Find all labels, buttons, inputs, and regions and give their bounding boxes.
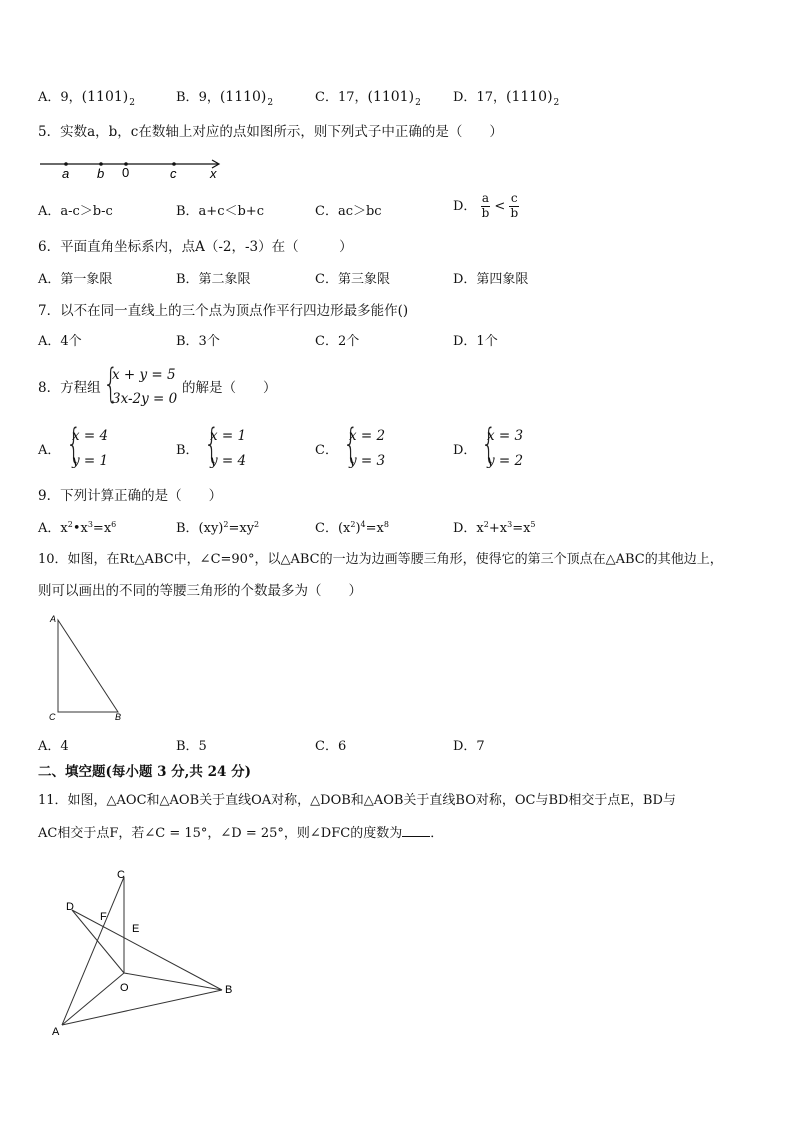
- point-o-label: O: [120, 982, 129, 994]
- q9-option-d: D．$x^2+x^3=x^5$: [453, 520, 536, 536]
- q8-stem-suffix: 的解是（ ）: [182, 380, 277, 396]
- segment-od: [72, 910, 124, 973]
- fraction-c-over-b: $\frac{c}{b}$: [510, 191, 519, 220]
- q7-option-c: C．2个: [315, 334, 360, 349]
- q10-option-b: B．5: [176, 739, 207, 754]
- point-c-label: C: [117, 869, 125, 881]
- label-c: c: [170, 166, 177, 181]
- q9-option-a: A．$x^2•x^3=x^6$: [38, 520, 117, 536]
- q10-triangle-figure: [44, 610, 144, 725]
- point-b-label: B: [225, 984, 233, 996]
- q6-option-c: C．第三象限: [315, 272, 390, 287]
- q8-stem-prefix: 8．方程组: [38, 380, 101, 396]
- q5-number-line: [38, 158, 238, 182]
- point-d-label: D: [66, 901, 74, 913]
- point-e-label: E: [132, 923, 140, 935]
- q10-option-c: C．6: [315, 739, 347, 754]
- q10-line2: 则可以画出的不同的等腰三角形的个数最多为（ ）: [38, 583, 362, 599]
- q11-geometry-figure: [50, 865, 260, 1045]
- q7-option-b: B．3个: [176, 334, 220, 349]
- q9-option-b: B．$(xy)^2=xy^2$: [176, 520, 260, 536]
- q10-option-d: D．7: [453, 739, 485, 754]
- brace-icon: {: [204, 421, 220, 467]
- q11-line2: AC相交于点F，若∠C = 15°，∠D = 25°，则∠DFC的度数为 ．: [38, 826, 444, 841]
- segment-ao: [62, 973, 124, 1025]
- fraction-a-over-b: $\frac{a}{b}$: [481, 191, 490, 220]
- label-b: b: [97, 166, 105, 181]
- segment-ab: [62, 990, 222, 1025]
- brace-icon: {: [481, 421, 497, 467]
- q8-system-eq1: x + y = 5: [112, 367, 176, 383]
- point-a-label: A: [52, 1026, 60, 1038]
- q4-option-a: A．9，$(1101)_2$: [38, 89, 135, 108]
- q10-option-a: A．4: [38, 739, 69, 754]
- answer-blank: [402, 824, 430, 837]
- q11-line1: 11．如图，△AOC和△AOB关于直线OA对称，△DOB和△AOB关于直线BO对称，OC与BD相交于点E，BD与: [38, 793, 676, 808]
- q8-system-brace: {: [103, 361, 119, 407]
- q4-option-c: C．17，$(1101)_2$: [315, 89, 421, 108]
- segment-ac: [62, 877, 124, 1025]
- q6-option-a: A．第一象限: [38, 272, 113, 287]
- q5-stem: 5．实数a，b，c在数轴上对应的点如图所示，则下列式子中正确的是（ ）: [38, 124, 503, 140]
- q9-stem: 9．下列计算正确的是（ ）: [38, 488, 223, 504]
- q9-option-c: C．$(x^2)^4=x^8$: [315, 520, 389, 536]
- q4-option-d: D．17，$(1110)_2$: [453, 89, 560, 108]
- q6-option-b: B．第二象限: [176, 272, 251, 287]
- q6-option-d: D．第四象限: [453, 272, 529, 287]
- q7-option-a: A．4个: [38, 334, 82, 349]
- q7-option-d: D．1个: [453, 334, 498, 349]
- vertex-a-label: A: [50, 614, 57, 624]
- label-0: 0: [122, 165, 130, 180]
- q4-option-b: B．9，$(1110)_2$: [176, 89, 274, 108]
- label-x: x: [210, 166, 217, 181]
- vertex-c-label: C: [49, 712, 56, 722]
- segment-db: [72, 910, 222, 990]
- segment-ob: [124, 973, 222, 990]
- triangle-abc: [58, 620, 118, 712]
- q8-system-eq2: 3x-2y = 0: [112, 391, 178, 407]
- brace-icon: {: [343, 421, 359, 467]
- q5-option-a: A．a-c＞b-c: [38, 204, 113, 219]
- section-title-fill-in: 二、填空题(每小题 3 分,共 24 分): [38, 764, 251, 780]
- point-f-label: F: [100, 911, 107, 923]
- label-a: a: [62, 166, 70, 181]
- q7-stem: 7．以不在同一直线上的三个点为顶点作平行四边形最多能作(): [38, 303, 409, 319]
- q5-option-b: B．a+c＜b+c: [176, 204, 264, 219]
- q6-stem: 6．平面直角坐标系内，点A（-2，-3）在（ ）: [38, 239, 353, 255]
- q10-line1: 10．如图，在Rt△ABC中，∠C=90°，以△ABC的一边为边画等腰三角形，使得它的第三个顶点在△ABC的其他边上，: [38, 552, 723, 567]
- q5-option-d: D． $\frac{a}{b}$ < $\frac{c}{b}$: [453, 191, 519, 220]
- q5-option-c: C．ac＞bc: [315, 204, 382, 219]
- brace-icon: {: [66, 421, 82, 467]
- vertex-b-label: B: [115, 712, 122, 722]
